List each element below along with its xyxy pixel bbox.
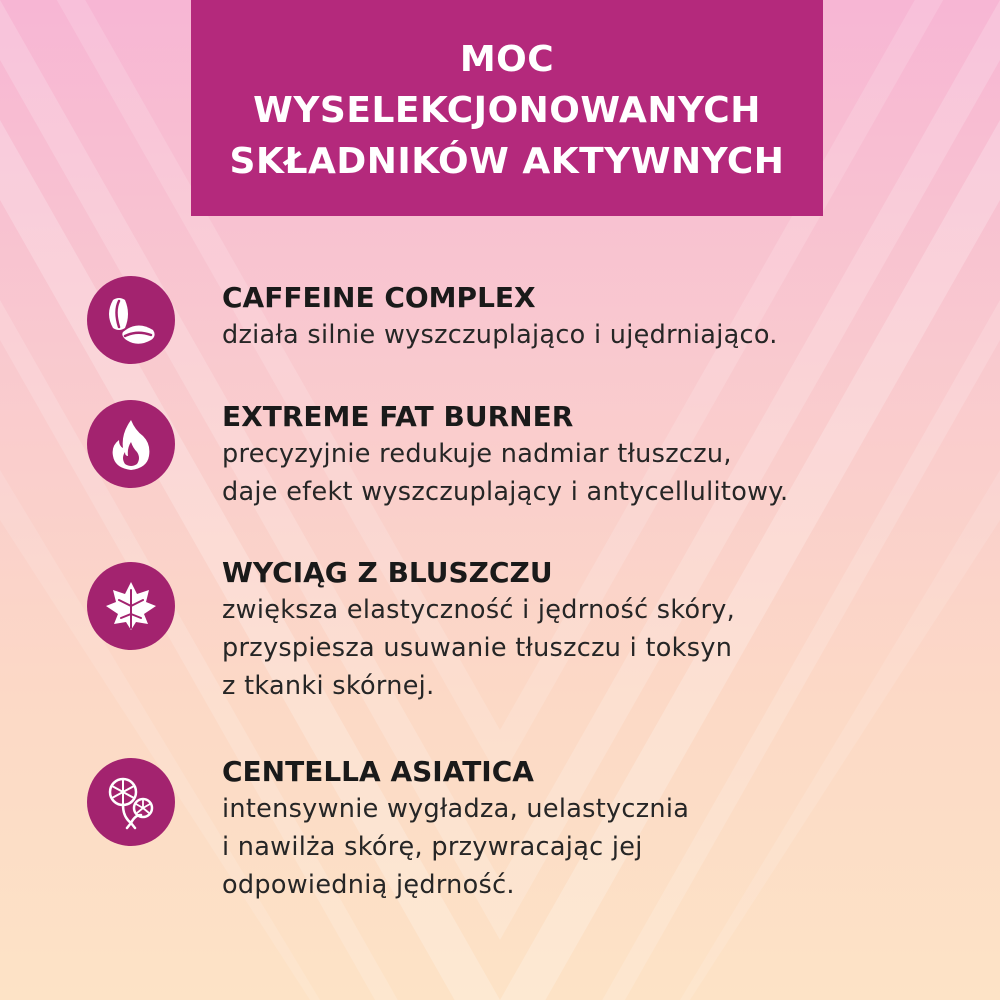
ingredient-description: przyspiesza usuwanie tłuszczu i toksyn (222, 633, 733, 663)
ingredient-description: zwiększa elastyczność i jędrność skóry, (222, 595, 736, 625)
ingredient-title: CENTELLA ASIATICA (222, 755, 534, 788)
flame-icon (87, 400, 175, 488)
coffee-bean-icon (87, 276, 175, 364)
title-banner (191, 0, 823, 216)
ingredient-description: daje efekt wyszczuplający i antycellulitowy. (222, 477, 789, 507)
ingredient-description: i nawilża skórę, przywracając jej (222, 832, 643, 862)
ingredient-description: z tkanki skórnej. (222, 671, 435, 701)
ingredient-title: WYCIĄG Z BLUSZCZU (222, 556, 553, 589)
ivy-leaf-icon (87, 562, 175, 650)
ingredient-description: odpowiednią jędrność. (222, 870, 515, 900)
title-line: MOC (459, 38, 555, 80)
ingredient-description: intensywnie wygładza, uelastycznia (222, 794, 690, 824)
ingredient-title: EXTREME FAT BURNER (222, 400, 574, 433)
ingredient-title: CAFFEINE COMPLEX (222, 281, 536, 314)
ingredient-description: precyzyjnie redukuje nadmiar tłuszczu, (222, 439, 732, 469)
ingredient-description: działa silnie wyszczuplająco i ujędrniająco. (222, 320, 778, 350)
centella-plant-icon (87, 758, 175, 846)
title-line: WYSELEKCJONOWANYCH (253, 89, 761, 131)
title-line: SKŁADNIKÓW AKTYWNYCH (229, 140, 785, 182)
